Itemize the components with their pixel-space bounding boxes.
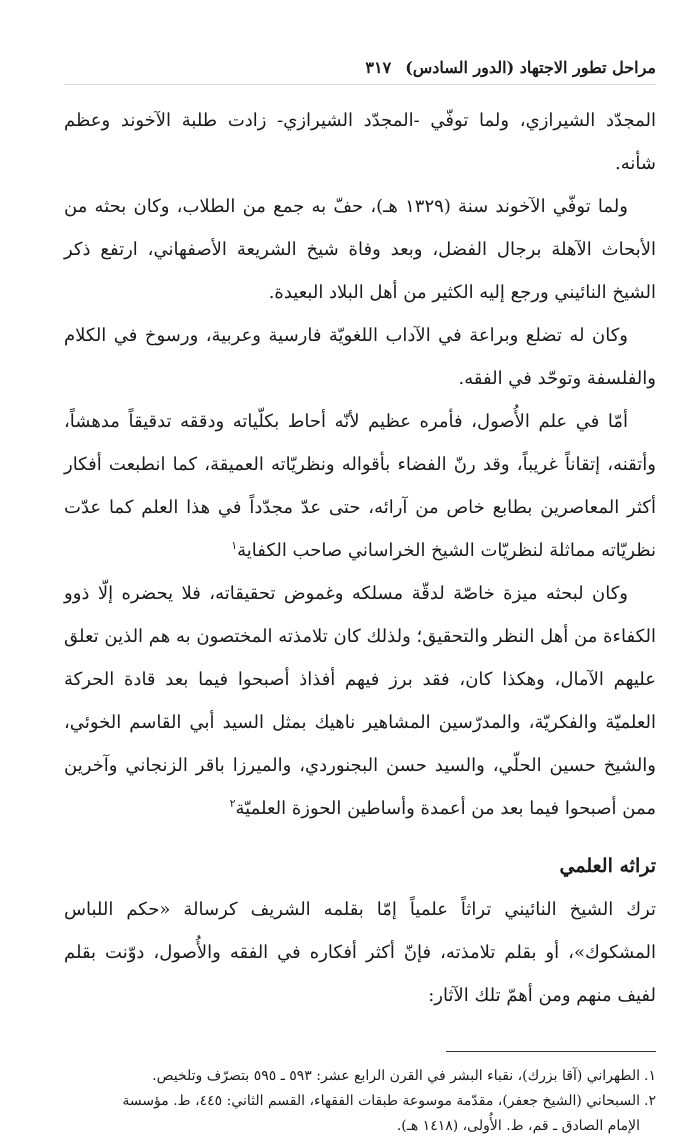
page-number: ٣١٧ (365, 58, 392, 77)
footnote-text: السبحاني (الشيخ جعفر)، مقدّمة موسوعة طبقات الفقهاء، القسم الثاني: ٤٤٥، ط. مؤسسة (122, 1093, 641, 1109)
running-title: مراحل تطور الاجتهاد (الدور السادس) (405, 58, 656, 77)
footnote-reference[interactable]: ١ (231, 539, 238, 552)
footnote (64, 1064, 656, 1089)
book-page (64, 56, 656, 1139)
paragraph-text: أمّا في علم الأُصول، فأمره عظيم لأنّه أحاط بكلّياته ودققه تدقيقاً مدهشاً، وأتقنه، إتقاناً غريباً، وقد رنّ الفضاء بأقواله ونظريّاته العميقة، كما انطبعت أفكار أكثر المعاصرين بطابع خاص من آرائه، حتى عدّ مجدّداً في هذا العلم كما عدّت نظريّاته مماثلة لنظريّات الشيخ الخراساني صاحب الكفاية (64, 411, 656, 561)
paragraph-text: وكان لبحثه ميزة خاصّة لدقّة مسلكه وغموض تحقيقاته، فلا يحضره إلّا ذوو الكفاءة من أهل النظر والتحقيق؛ ولذلك كان تلامذته المختصون به هم الذين تعلق عليهم الآمال، وهكذا كان، فقد برز فيهم أفذاذ أصبحوا فيما بعد قادة الحركة العلميّة والفكريّة، والمدرّسين المشاهير ناهيك بمثل السيد أبي القاسم الخوئي، والشيخ حسين الحلّي، والسيد حسن البجنوردي، والميرزا باقر الزنجاني وآخرين ممن أصبحوا فيما بعد من أعمدة وأساطين الحوزة العلميّة (64, 583, 656, 819)
section-heading: تراثه العلمي (559, 855, 656, 877)
footnotes (64, 1064, 656, 1139)
footnote (64, 1089, 656, 1114)
paragraph: وكان له تضلع وبراعة في الآداب اللغويّة فارسية وعربية، ورسوخ في الكلام والفلسفة وتوحّد في الفقه. (64, 325, 656, 389)
paragraph (64, 400, 656, 572)
footnote-text: الطهراني (آقا بزرك)، نقباء البشر في القرن الرابع عشر: ٥٩٣ ـ ٥٩٥ بتصرّف وتلخيص. (152, 1068, 641, 1084)
footnote-number: ٢. (644, 1093, 656, 1109)
paragraph (64, 572, 656, 830)
paragraph: ولما توفّي الآخوند سنة (١٣٢٩ هـ)، حفّ به جمع من الطلاب، وكان بحثه من الأبحاث الآهلة برجال الفضل، وبعد وفاة شيخ الشريعة الأصفهاني، ارتفع ذكر الشيخ النائيني ورجع إليه الكثير من أهل البلاد البعيدة. (64, 196, 656, 303)
footnote-continuation: الإمام الصادق ـ قم، ط. الأُولى، (١٤١٨ هـ). (396, 1118, 640, 1134)
footnote-divider (446, 1051, 656, 1052)
footnote-reference[interactable]: ٢ (229, 797, 236, 810)
paragraph: المجدّد الشيرازي، ولما توفّي -المجدّد الشيرازي- زادت طلبة الآخوند وعظم شأنه. (64, 110, 656, 174)
running-header (64, 56, 656, 85)
footnote-number: ١. (644, 1068, 656, 1084)
main-text (64, 99, 656, 1017)
paragraph: ترك الشيخ النائيني تراثاً علمياً إمّا بقلمه الشريف كرسالة «حكم اللباس المشكوك»، أو بقلم تلامذته، فإنّ أكثر أفكاره في الفقه والأُصول، دوّنت بقلم لفيف منهم ومن أهمّ تلك الآثار: (64, 899, 656, 1006)
